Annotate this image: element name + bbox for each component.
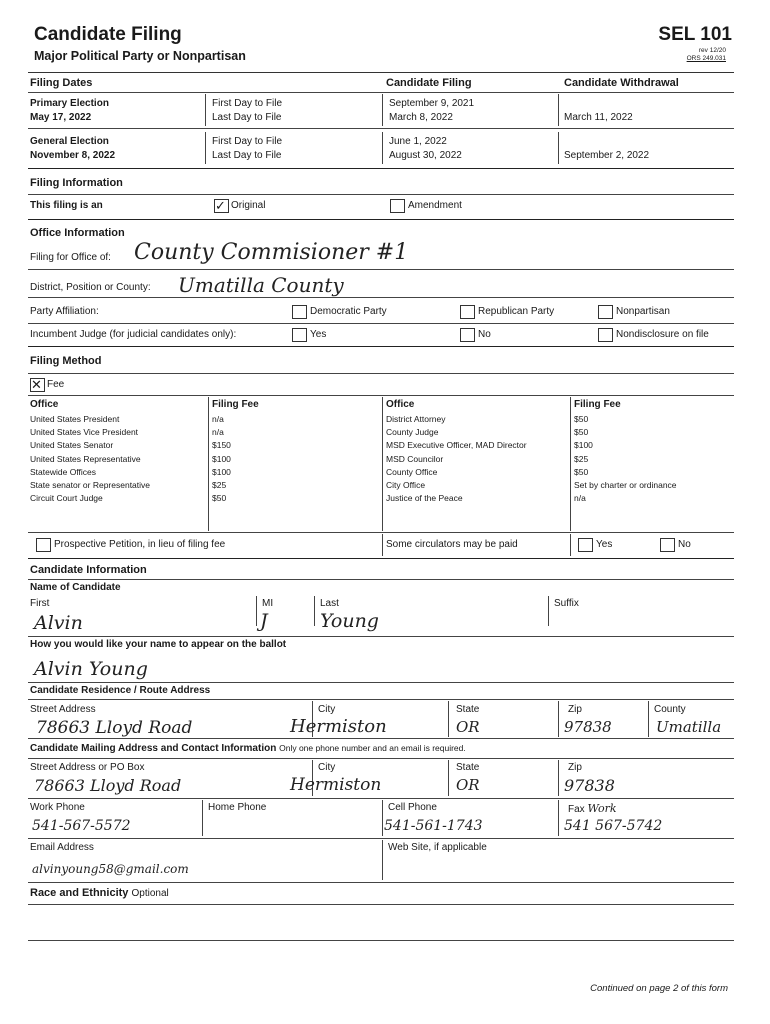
office-fee: $100 (574, 440, 593, 451)
zip-label: Zip (568, 704, 582, 715)
first-day-label: First Day to File (212, 136, 283, 147)
republican-checkbox[interactable] (460, 305, 475, 319)
residence-county-value[interactable]: Umatilla (656, 718, 722, 736)
primary-withdrawal-date: March 11, 2022 (564, 112, 633, 123)
district-label: District, Position or County: (30, 282, 151, 293)
office-name: Circuit Court Judge (30, 493, 103, 504)
office-name: Justice of the Peace (386, 493, 463, 504)
work-phone-value[interactable]: 541-567-5572 (32, 818, 131, 834)
office-col-left: Office (30, 399, 59, 410)
incumbent-no-checkbox[interactable] (460, 328, 475, 342)
divider (28, 395, 734, 396)
incumbent-yes-checkbox[interactable] (292, 328, 307, 342)
fax-label (568, 802, 617, 815)
mail-city-label: City (318, 762, 336, 773)
divider (28, 636, 734, 637)
office-name: MSD Executive Officer, MAD Director (386, 440, 527, 451)
office-name: United States Vice President (30, 427, 139, 438)
divider (314, 596, 315, 626)
amendment-checkbox[interactable] (390, 199, 405, 213)
filing-information-title: Filing Information (30, 177, 123, 189)
office-fee: $50 (212, 493, 227, 504)
name-of-candidate-title: Name of Candidate (30, 582, 121, 593)
divider (28, 323, 734, 324)
race-ethnicity-text: Race and Ethnicity (30, 887, 129, 899)
divider (548, 596, 549, 626)
section-divider (28, 346, 734, 347)
circulators-label: Some circulators may be paid (386, 539, 518, 550)
divider (558, 800, 559, 836)
revision-date: rev 12/20 (698, 47, 726, 54)
divider (28, 738, 734, 739)
republican-label: Republican Party (478, 306, 555, 317)
divider (570, 397, 571, 531)
primary-election-label: Primary Election (30, 98, 109, 109)
state-label: State (456, 704, 480, 715)
office-fee: n/a (574, 493, 586, 504)
last-name-value[interactable]: Young (320, 610, 379, 632)
office-label: Filing for Office of: (30, 252, 111, 263)
incumbent-no-label: No (478, 329, 491, 340)
mailing-note: Only one phone number and an email is required. (279, 743, 466, 753)
divider (382, 840, 383, 880)
mail-zip-value[interactable]: 97838 (564, 776, 615, 795)
form-title: Candidate Filing (34, 24, 182, 45)
mail-state-label: State (456, 762, 480, 773)
header-divider (28, 72, 734, 73)
fee-checkbox[interactable] (30, 378, 45, 392)
office-fee: Set by charter or ordinance (574, 480, 677, 490)
divider (28, 904, 734, 905)
divider (382, 94, 383, 126)
street-address-label: Street Address (30, 704, 96, 715)
office-fee: $100 (212, 453, 231, 464)
petition-label: Prospective Petition, in lieu of filing fee (54, 539, 226, 550)
candidate-filing-col: Candidate Filing (386, 77, 472, 89)
divider (28, 373, 734, 374)
fax-note: Work (587, 802, 617, 815)
divider (382, 800, 383, 836)
divider (382, 397, 383, 531)
divider (382, 132, 383, 164)
first-name-value[interactable]: Alvin (34, 612, 83, 634)
divider (28, 579, 734, 580)
city-label: City (318, 704, 336, 715)
fee-label: Fee (47, 379, 65, 390)
fax-value[interactable]: 541 567-5742 (564, 818, 663, 834)
residence-title: Candidate Residence / Route Address (30, 685, 211, 696)
office-name: County Judge (386, 427, 439, 438)
office-name: City Office (386, 480, 426, 490)
office-fee: $50 (574, 414, 589, 424)
divider (202, 800, 203, 836)
form-subtitle: Major Political Party or Nonpartisan (34, 49, 246, 63)
residence-city-value[interactable]: Hermiston (290, 716, 387, 737)
democratic-label: Democratic Party (310, 306, 387, 317)
divider (28, 269, 734, 270)
form-id: SEL 101 (658, 24, 732, 45)
fee-col-left: Filing Fee (212, 399, 259, 410)
office-fee: $150 (212, 440, 231, 451)
divider (382, 534, 383, 556)
party-affiliation-label: Party Affiliation: (30, 306, 99, 317)
office-fee: $50 (574, 466, 589, 477)
cell-phone-value[interactable]: 541-561-1743 (384, 818, 483, 834)
revision-info (687, 47, 726, 63)
circulators-yes-checkbox[interactable] (578, 538, 593, 552)
divider (208, 397, 209, 531)
petition-checkbox[interactable] (36, 538, 51, 552)
residence-zip-value[interactable]: 97838 (564, 718, 612, 736)
original-label: Original (231, 200, 266, 211)
ors-reference: ORS 249.031 (686, 55, 726, 62)
office-fee: $25 (574, 453, 589, 464)
primary-first-day: September 9, 2021 (389, 98, 475, 109)
last-name-label: Last (320, 598, 339, 609)
office-name: County Office (386, 466, 438, 477)
divider (558, 760, 559, 796)
primary-election-date: May 17, 2022 (30, 112, 92, 123)
office-fee: $25 (212, 480, 227, 490)
mail-street-value[interactable]: 78663 Lloyd Road (34, 776, 182, 795)
filing-method-title: Filing Method (30, 355, 102, 367)
divider (28, 758, 734, 759)
office-value[interactable]: County Commisioner #1 (134, 240, 409, 265)
ballot-name-label: How you would like your name to appear on the ballot (30, 639, 287, 650)
office-name: Statewide Offices (30, 466, 96, 477)
mail-city-value[interactable]: Hermiston (290, 775, 382, 795)
office-name: United States President (30, 414, 120, 424)
candidate-withdrawal-col: Candidate Withdrawal (564, 77, 679, 89)
section-divider (28, 219, 734, 220)
divider (448, 701, 449, 737)
nonpartisan-checkbox[interactable] (598, 305, 613, 319)
office-name: District Attorney (386, 414, 446, 424)
office-fee: $50 (574, 427, 589, 438)
incumbent-yes-label: Yes (310, 329, 327, 340)
divider (570, 534, 571, 556)
divider (28, 940, 734, 941)
original-checkbox[interactable] (214, 199, 229, 213)
email-label: Email Address (30, 842, 94, 853)
county-label: County (654, 704, 686, 715)
divider (256, 596, 257, 626)
filing-type-label: This filing is an (30, 200, 103, 211)
fax-label-text: Fax (568, 804, 585, 815)
divider (205, 132, 206, 164)
divider (205, 94, 206, 126)
general-last-day: August 30, 2022 (389, 150, 462, 161)
first-name-label: First (30, 598, 50, 609)
circulators-no-label: No (678, 539, 691, 550)
divider (648, 701, 649, 737)
primary-last-day: March 8, 2022 (389, 112, 453, 123)
mail-state-value[interactable]: OR (456, 776, 480, 794)
race-ethnicity-title (30, 887, 169, 899)
nondisclosure-label: Nondisclosure on file (616, 329, 709, 340)
filing-dates-title: Filing Dates (30, 77, 93, 89)
circulators-yes-label: Yes (596, 539, 613, 550)
website-label: Web Site, if applicable (388, 842, 487, 853)
section-divider (28, 168, 734, 169)
amendment-label: Amendment (408, 200, 462, 211)
last-day-label: Last Day to File (212, 112, 282, 123)
divider (448, 760, 449, 796)
work-phone-label: Work Phone (30, 802, 85, 813)
first-day-label: First Day to File (212, 98, 283, 109)
residence-street-value[interactable]: 78663 Lloyd Road (36, 718, 193, 738)
race-optional: Optional (131, 888, 169, 899)
fee-col-right: Filing Fee (574, 399, 621, 410)
residence-state-value[interactable]: OR (456, 718, 480, 736)
general-election-date: November 8, 2022 (30, 150, 116, 161)
email-value[interactable]: alvinyoung58@gmail.com (32, 862, 189, 876)
divider (28, 838, 734, 839)
mailing-title (30, 743, 466, 754)
home-phone-label: Home Phone (208, 802, 267, 813)
office-name: MSD Councilor (386, 453, 444, 464)
nonpartisan-label: Nonpartisan (616, 306, 670, 317)
po-box-label: Street Address or PO Box (30, 762, 145, 773)
divider (28, 682, 734, 683)
last-day-label: Last Day to File (212, 150, 282, 161)
divider (28, 699, 734, 700)
cell-phone-label: Cell Phone (388, 802, 437, 813)
candidate-information-title: Candidate Information (30, 564, 147, 576)
incumbent-judge-label: Incumbent Judge (for judicial candidates only): (30, 329, 237, 340)
divider (28, 194, 734, 195)
suffix-label: Suffix (554, 598, 579, 609)
divider (28, 798, 734, 799)
divider (28, 882, 734, 883)
divider (28, 532, 734, 533)
office-fee: $100 (212, 466, 231, 477)
office-col-right: Office (386, 399, 415, 410)
office-information-title: Office Information (30, 227, 125, 239)
ballot-name-value[interactable]: Alvin Young (34, 658, 148, 680)
nondisclosure-checkbox[interactable] (598, 328, 613, 342)
divider (558, 701, 559, 737)
continued-footer: Continued on page 2 of this form (590, 983, 728, 994)
office-fee: n/a (212, 427, 224, 438)
office-name: United States Representative (30, 453, 141, 464)
mail-zip-label: Zip (568, 762, 582, 773)
office-name: United States Senator (30, 440, 114, 451)
mailing-title-text: Candidate Mailing Address and Contact Information (30, 743, 277, 754)
district-value[interactable]: Umatilla County (178, 273, 344, 297)
mi-label: MI (262, 598, 274, 609)
divider (558, 132, 559, 164)
divider (28, 128, 734, 129)
general-withdrawal-date: September 2, 2022 (564, 150, 650, 161)
office-name: State senator or Representative (30, 480, 151, 490)
circulators-no-checkbox[interactable] (660, 538, 675, 552)
divider (28, 92, 734, 93)
general-first-day: June 1, 2022 (389, 136, 447, 147)
checkmark-icon: ✓ (215, 198, 226, 213)
office-fee: n/a (212, 414, 224, 424)
mi-value[interactable]: J (260, 610, 268, 632)
divider (558, 94, 559, 126)
general-election-label: General Election (30, 136, 109, 147)
democratic-checkbox[interactable] (292, 305, 307, 319)
x-mark-icon: ✕ (31, 377, 42, 392)
section-divider (28, 558, 734, 559)
divider (28, 297, 734, 298)
